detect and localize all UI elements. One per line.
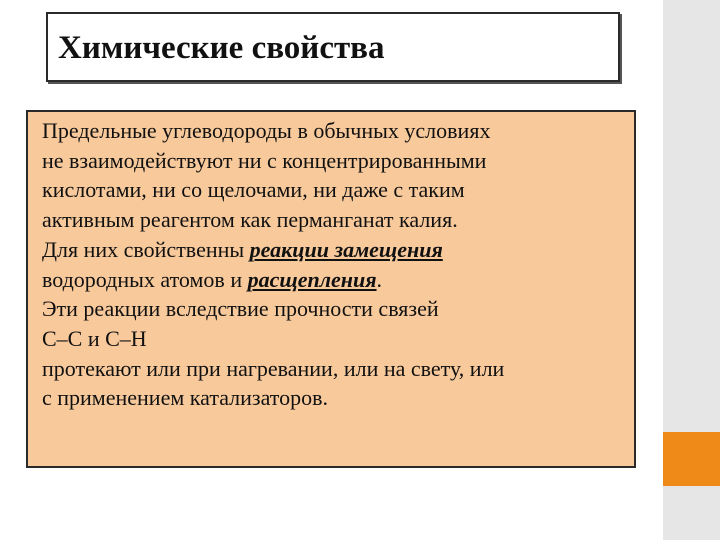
text-line-1: Предельные углеводороды в обычных условиях <box>42 118 491 143</box>
text-line-9: протекают или при нагревании, или на свету, или <box>42 355 505 381</box>
text-line-10: с применением катализаторов. <box>42 385 329 411</box>
content-text <box>42 116 624 413</box>
content-box <box>26 110 636 468</box>
text-line-3: кислотами, ни со щелочами, ни даже с таким <box>42 177 465 203</box>
accent-block <box>663 432 720 486</box>
emphasis-cleavage: расщепления <box>247 266 377 292</box>
text-line-6 <box>42 265 624 295</box>
text-line-2: не взаимодействуют ни с концентрированными <box>42 147 487 173</box>
slide-title: Химические свойства <box>58 30 385 66</box>
text-line-8: С–С и С–Н <box>42 325 147 351</box>
title-box <box>46 12 620 82</box>
emphasis-substitution-reactions: реакции замещения <box>249 236 443 262</box>
text-line-4: активным реагентом как перманганат калия. <box>42 207 458 233</box>
text-line-6-end: . <box>376 266 383 292</box>
text-line-7: Эти реакции вследствие прочности связей <box>42 296 439 322</box>
text-line-6-plain: водородных атомов и <box>42 266 248 292</box>
text-line-5-plain: Для них свойственны <box>42 236 250 262</box>
text-line-5 <box>42 235 624 265</box>
